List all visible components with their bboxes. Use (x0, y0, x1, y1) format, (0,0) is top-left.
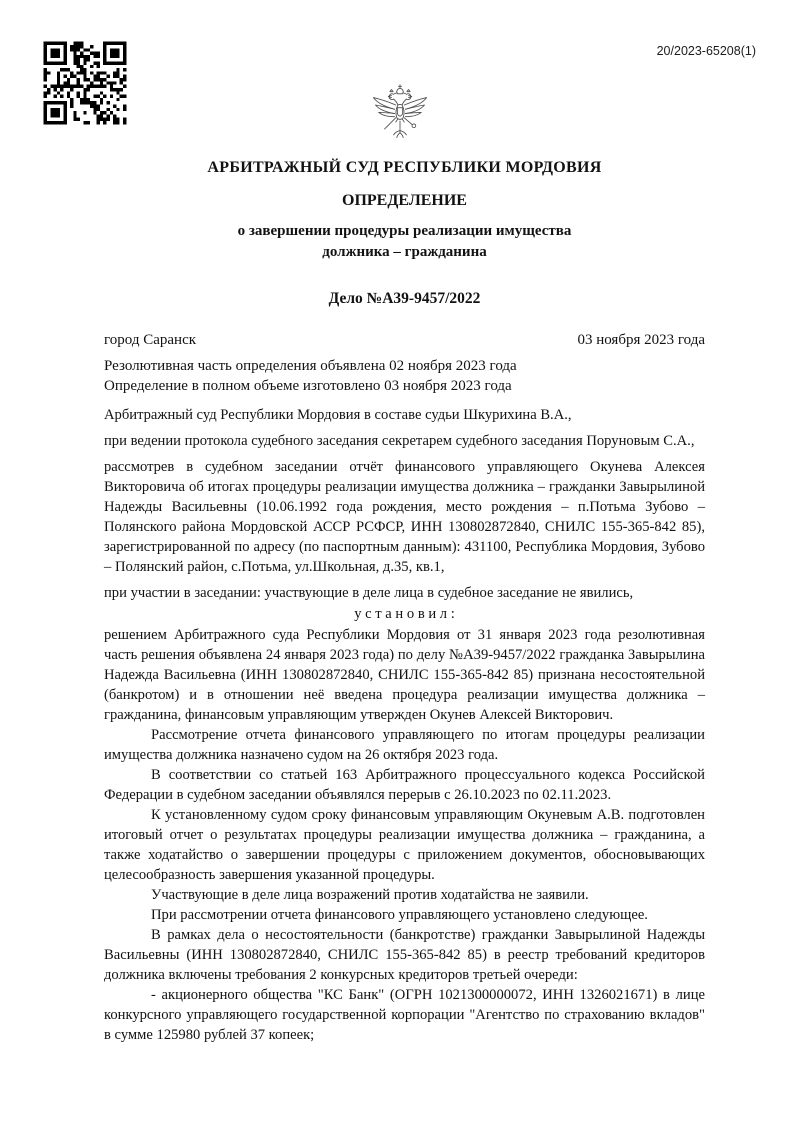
case-number: Дело №А39-9457/2022 (328, 290, 481, 307)
paragraph-report-review: Рассмотрение отчета финансового управляющего по итогам процедуры реализации имущества должника назначено судом на 26 октября 2023 года. (104, 727, 705, 763)
court-name: АРБИТРАЖНЫЙ СУД РЕСПУБЛИКИ МОРДОВИЯ (207, 159, 602, 176)
city: город Саранск (104, 332, 197, 348)
full-text-made-line: Определение в полном объеме изготовлено 03 ноября 2023 года (104, 378, 512, 394)
resolution-announced-line: Резолютивная часть определения объявлена 02 ноября 2023 года (104, 358, 517, 374)
paragraph-ustanovil: у с т а н о в и л : (354, 606, 455, 622)
paragraph-case-review: рассмотрев в судебном заседании отчёт финансового управляющего Окунева Алексея Викторовича об итогах процедуры реализации имущества должника – гражданки Завырылиной Надежды Васильевны (10.06.1992 года рождения, место рождения – п.Потьма Зубово – Полянского района Мордовской АССР РСФСР, ИНН 130802872840, СНИЛС 155-365-842 85), зарегистрированной по адресу (по паспортным данным): 431100, Республика Мордовия, Зубово – Полянский район, с.Потьма, ул.Школьная, д.35, кв.1, (104, 459, 705, 575)
decision-date: 03 ноября 2023 года (577, 332, 705, 348)
paragraph-creditors-registry: В рамках дела о несостоятельности (банкротстве) гражданки Завырылиной Надежды Васильевны (ИНН 130802872840, СНИЛС 155-365-842 85) в реестр требований кредиторов должника включены требования 2 конкурсных кредиторов третьей очереди: (104, 927, 705, 983)
paragraph-established: При рассмотрении отчета финансового управляющего установлено следующее. (151, 907, 648, 923)
paragraph-no-objections: Участвующие в деле лица возражений против ходатайства не заявили. (151, 887, 589, 903)
paragraph-creditor-ks-bank: - акционерного общества "КС Банк" (ОГРН 1021300000072, ИНН 1326021671) в лице конкурсного управляющего государственной корпорации "Агентство по страхованию вкладов" в сумме 125980 рублей 37 копеек; (104, 987, 705, 1043)
subject-line-2: должника – гражданина (322, 244, 487, 260)
paragraph-final-report: К установленному судом сроку финансовым управляющим Окуневым А.В. подготовлен итоговый отчет о результатах процедуры реализации имущества должника – гражданина, а также ходатайство о завершении процедуры с приложением документов, обосновывающих целесообразность завершения указанной процедуры. (104, 807, 705, 883)
dateline-row (104, 332, 705, 349)
subject-line-1: о завершении процедуры реализации имущества (237, 223, 572, 239)
paragraph-judge: Арбитражный суд Республики Мордовия в составе судьи Шкурихина В.А., (104, 407, 572, 423)
coat-of-arms-icon (368, 82, 432, 144)
paragraph-ruling-basis: решением Арбитражного суда Республики Мордовия от 31 января 2023 года резолютивная часть решения объявлена 24 января 2023 года) по делу №А39-9457/2022 гражданка Завырылина Надежда Васильевна (ИНН 130802872840, СНИЛС 155-365-842 85) признана несостоятельной (банкротом) и в отношении неё введена процедура реализации имущества должника – гражданина, финансовым управляющим утвержден Окунев Алексей Викторович. (104, 627, 705, 723)
document-number: 20/2023-65208(1) (656, 44, 756, 58)
qr-code (42, 40, 128, 126)
document-type-heading: ОПРЕДЕЛЕНИЕ (342, 192, 467, 209)
paragraph-secretary: при ведении протокола судебного заседания секретарем судебного заседания Поруновым С.А., (104, 433, 695, 449)
paragraph-article-163: В соответствии со статьей 163 Арбитражного процессуального кодекса Российской Федерации в судебном заседании объявлялся перерыв с 26.10.2023 по 02.11.2023. (104, 767, 705, 803)
document-body (0, 159, 800, 1045)
paragraph-attendance: при участии в заседании: участвующие в деле лица в судебное заседание не явились, (104, 585, 634, 601)
